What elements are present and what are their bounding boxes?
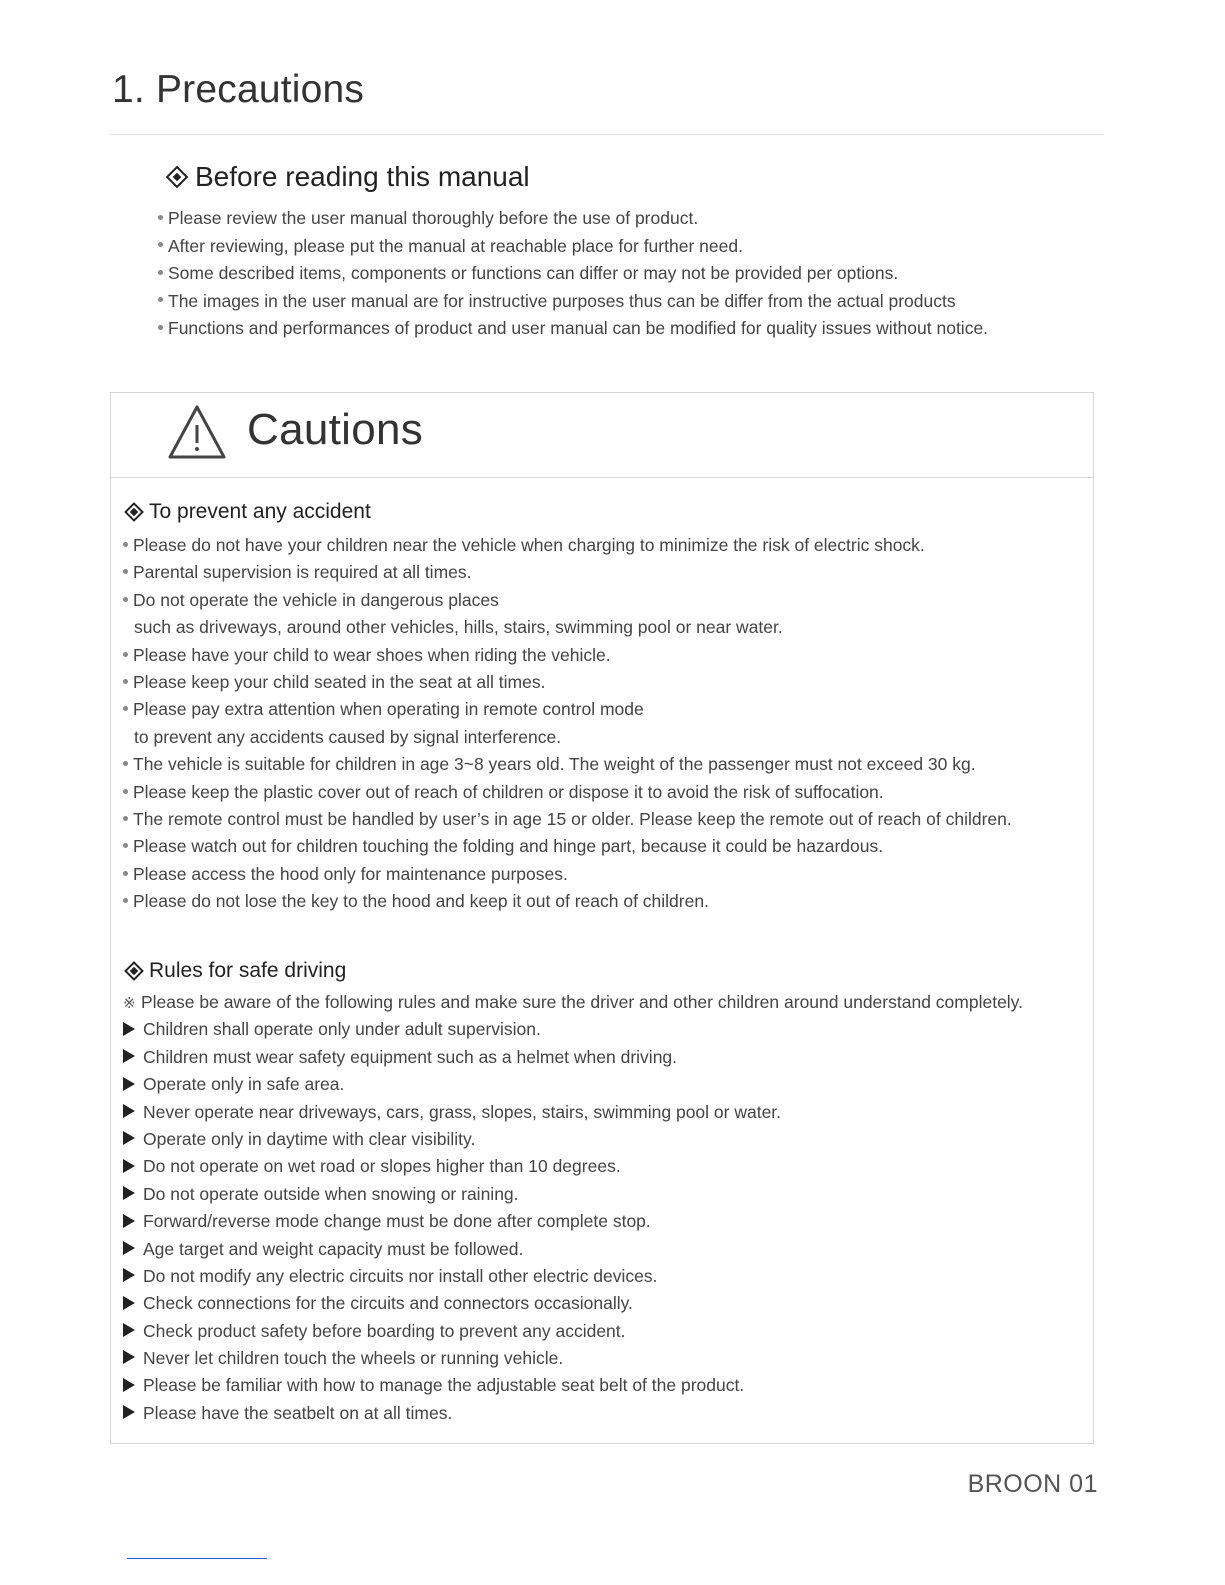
- diamond-bullet-icon: [166, 166, 189, 189]
- cautions-title: Cautions: [247, 405, 424, 454]
- footer-underline: [127, 1558, 267, 1559]
- diamond-bullet-icon: [124, 502, 144, 522]
- rules-heading: [124, 959, 346, 983]
- reference-mark-icon: ※: [123, 995, 136, 1012]
- manual-section-heading: [165, 161, 530, 193]
- list-item: Do not operate outside when snowing or raining.: [123, 1181, 1023, 1208]
- list-item: Please be familiar with how to manage the adjustable seat belt of the product.: [123, 1372, 1023, 1399]
- bullet-icon: [123, 679, 128, 684]
- bullet-icon: [123, 706, 128, 711]
- diamond-bullet-icon: [124, 961, 144, 981]
- triangle-arrow-icon: [123, 1350, 135, 1364]
- page-title: 1. Precautions: [112, 68, 365, 111]
- triangle-arrow-icon: [123, 1241, 135, 1255]
- list-item: Check product safety before boarding to prevent any accident.: [123, 1318, 1023, 1345]
- accident-list: [123, 532, 1012, 916]
- triangle-arrow-icon: [123, 1296, 135, 1310]
- triangle-arrow-icon: [123, 1131, 135, 1145]
- list-item: Do not operate on wet road or slopes higher than 10 degrees.: [123, 1153, 1023, 1180]
- bullet-icon: [123, 843, 128, 848]
- list-item: Check connections for the circuits and connectors occasionally.: [123, 1290, 1023, 1317]
- triangle-arrow-icon: [123, 1022, 135, 1036]
- list-item: Forward/reverse mode change must be done after complete stop.: [123, 1208, 1023, 1235]
- bullet-icon: [123, 597, 128, 602]
- bullet-icon: [123, 898, 128, 903]
- page-footer: BROON 01: [967, 1470, 1098, 1498]
- list-item: After reviewing, please put the manual at reachable place for further need.: [158, 233, 988, 261]
- cautions-box: [110, 392, 1094, 1444]
- bullet-icon: [123, 542, 128, 547]
- list-item: Please access the hood only for maintenance purposes.: [123, 861, 1012, 888]
- list-item: Please pay extra attention when operating in remote control mode to prevent any accidents caused by signal interference.: [123, 696, 1012, 751]
- bullet-icon: [158, 242, 163, 247]
- bullet-icon: [123, 761, 128, 766]
- bullet-icon: [123, 569, 128, 574]
- triangle-arrow-icon: [123, 1323, 135, 1337]
- rules-list: [123, 989, 1023, 1427]
- list-item: Please do not lose the key to the hood and keep it out of reach of children.: [123, 888, 1012, 915]
- bullet-icon: [158, 297, 163, 302]
- rules-note: ※ Please be aware of the following rules and make sure the driver and other children around understand completely.: [123, 989, 1023, 1016]
- triangle-arrow-icon: [123, 1104, 135, 1118]
- triangle-arrow-icon: [123, 1378, 135, 1392]
- accident-heading-text: To prevent any accident: [149, 500, 371, 523]
- list-item: Please keep the plastic cover out of reach of children or dispose it to avoid the risk of suffocation.: [123, 779, 1012, 806]
- list-item: Functions and performances of product and user manual can be modified for quality issues without notice.: [158, 315, 988, 343]
- triangle-arrow-icon: [123, 1049, 135, 1063]
- list-item: The remote control must be handled by user’s in age 15 or older. Please keep the remote out of reach of children.: [123, 806, 1012, 833]
- list-item: Please keep your child seated in the seat at all times.: [123, 669, 1012, 696]
- list-item: Never let children touch the wheels or running vehicle.: [123, 1345, 1023, 1372]
- list-item: The images in the user manual are for instructive purposes thus can be differ from the actual products: [158, 288, 988, 316]
- list-item: Operate only in daytime with clear visibility.: [123, 1126, 1023, 1153]
- title-divider: [110, 134, 1104, 135]
- triangle-arrow-icon: [123, 1186, 135, 1200]
- triangle-arrow-icon: [123, 1214, 135, 1228]
- bullet-icon: [123, 871, 128, 876]
- bullet-icon: [123, 652, 128, 657]
- manual-list: [158, 205, 988, 343]
- list-item: Children shall operate only under adult supervision.: [123, 1016, 1023, 1043]
- triangle-arrow-icon: [123, 1159, 135, 1173]
- warning-triangle-icon: [166, 403, 228, 461]
- list-item: Please have your child to wear shoes when riding the vehicle.: [123, 642, 1012, 669]
- list-item: Please do not have your children near the vehicle when charging to minimize the risk of electric shock.: [123, 532, 1012, 559]
- list-item: Some described items, components or functions can differ or may not be provided per options.: [158, 260, 988, 288]
- list-item: Children must wear safety equipment such as a helmet when driving.: [123, 1044, 1023, 1071]
- list-item: Please review the user manual thoroughly before the use of product.: [158, 205, 988, 233]
- list-item: Parental supervision is required at all times.: [123, 559, 1012, 586]
- list-item: Never operate near driveways, cars, grass, slopes, stairs, swimming pool or water.: [123, 1099, 1023, 1126]
- bullet-icon: [123, 816, 128, 821]
- list-item: Age target and weight capacity must be followed.: [123, 1236, 1023, 1263]
- list-item: Please watch out for children touching the folding and hinge part, because it could be hazardous.: [123, 833, 1012, 860]
- list-item: Please have the seatbelt on at all times.: [123, 1400, 1023, 1427]
- bullet-icon: [123, 789, 128, 794]
- triangle-arrow-icon: [123, 1077, 135, 1091]
- rules-heading-text: Rules for safe driving: [149, 959, 347, 982]
- bullet-icon: [158, 270, 163, 275]
- list-item: Do not modify any electric circuits nor install other electric devices.: [123, 1263, 1023, 1290]
- triangle-arrow-icon: [123, 1405, 135, 1419]
- cautions-header: [111, 393, 1093, 478]
- bullet-icon: [158, 325, 163, 330]
- list-item: Operate only in safe area.: [123, 1071, 1023, 1098]
- list-item: The vehicle is suitable for children in age 3~8 years old. The weight of the passenger must not exceed 30 kg.: [123, 751, 1012, 778]
- bullet-icon: [158, 215, 163, 220]
- list-item: Do not operate the vehicle in dangerous places such as driveways, around other vehicles, hills, stairs, swimming pool or near water.: [123, 587, 1012, 642]
- manual-heading-text: Before reading this manual: [195, 161, 530, 192]
- accident-heading: [124, 500, 371, 524]
- triangle-arrow-icon: [123, 1268, 135, 1282]
